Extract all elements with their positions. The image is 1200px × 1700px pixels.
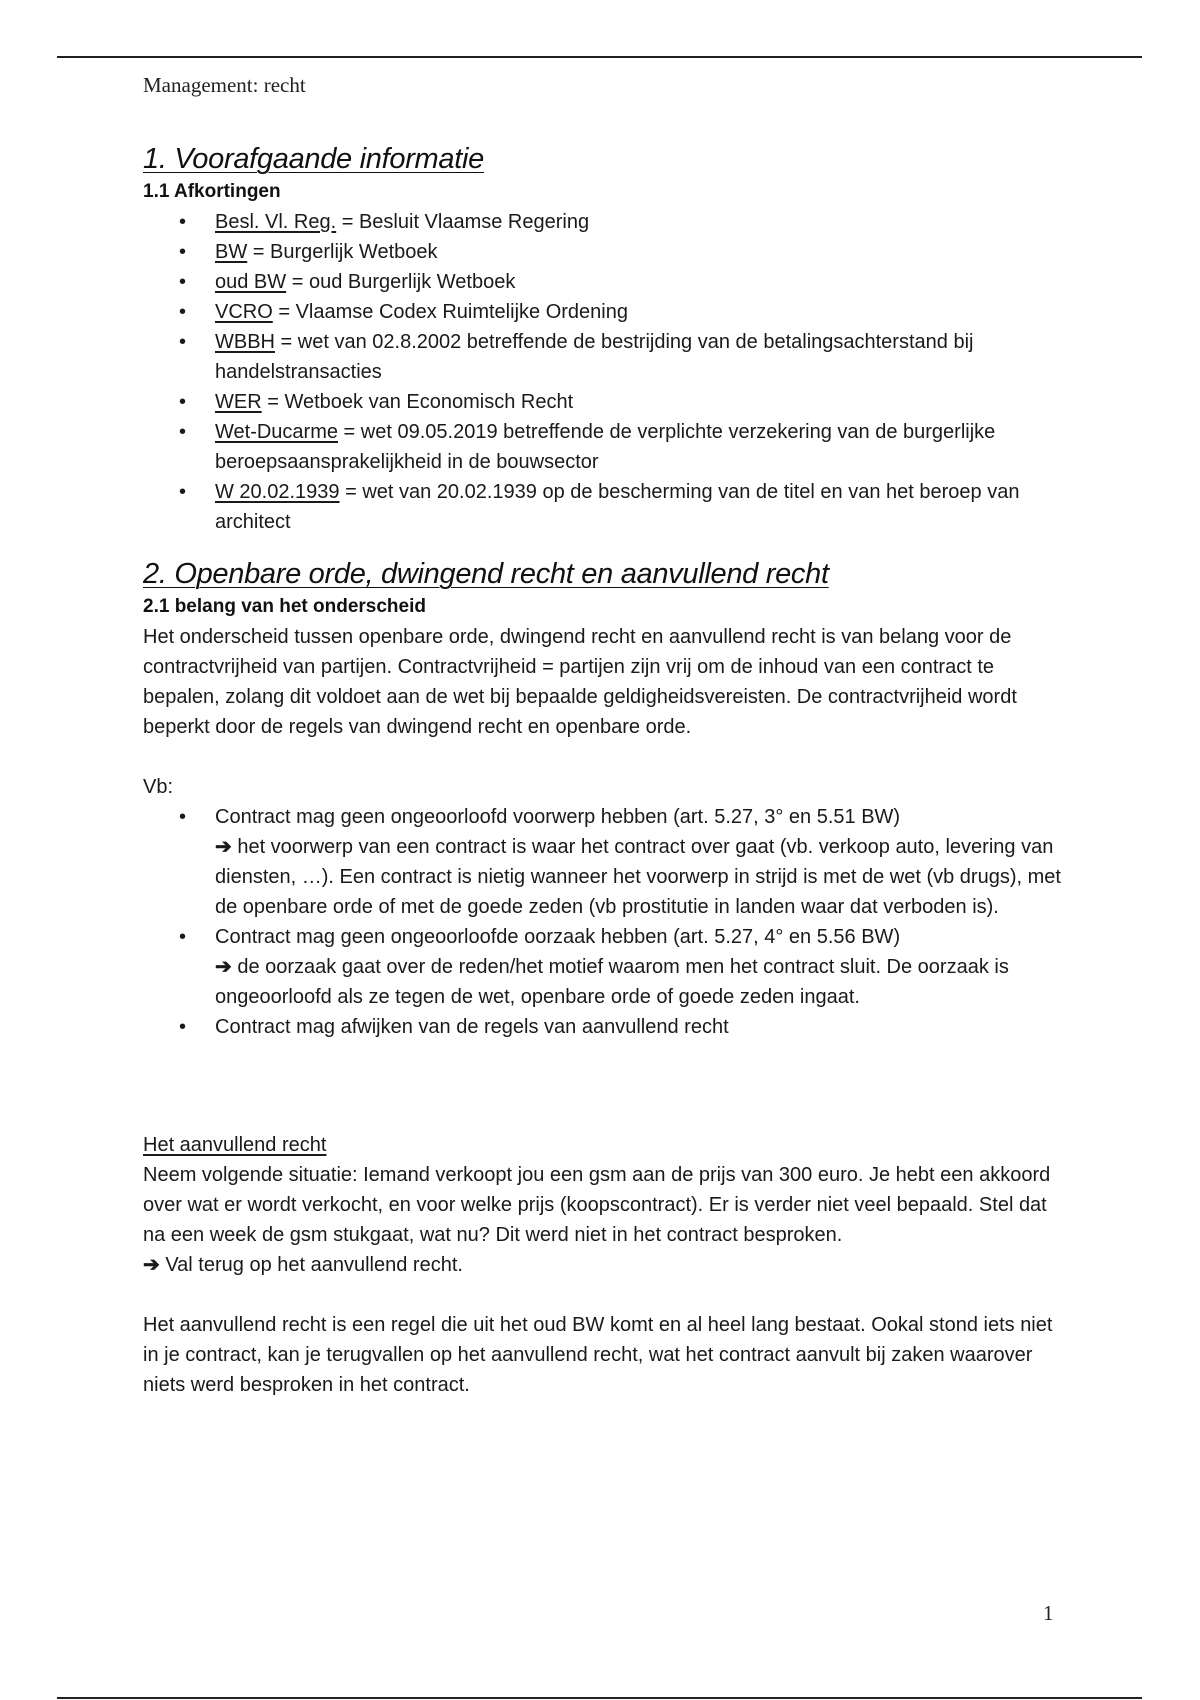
bottom-rule bbox=[57, 1697, 1142, 1699]
list-item bbox=[215, 802, 1068, 922]
abbreviation-definition: = oud Burgerlijk Wetboek bbox=[286, 270, 516, 293]
spacer bbox=[143, 1042, 1068, 1130]
top-rule bbox=[57, 56, 1142, 58]
section-2-title: 2. Openbare orde, dwingend recht en aanvullend recht bbox=[143, 557, 829, 590]
list-item bbox=[215, 417, 1068, 477]
arrow-right-icon: ➔ bbox=[143, 1253, 160, 1276]
abbreviation-definition: = Burgerlijk Wetboek bbox=[247, 240, 438, 263]
spacer bbox=[143, 742, 1068, 772]
situation-paragraph: Neem volgende situatie: Iemand verkoopt jou een gsm aan de prijs van 300 euro. Je hebt een akkoord over wat er wordt verkocht, en voor welke prijs (koopscontract). Er is verder niet veel bepaald. Stel dat na een week de gsm stukgaat, wat nu? Dit werd niet in het contract besproken. bbox=[143, 1163, 1051, 1246]
section-2-1-title: 2.1 belang van het onderscheid bbox=[143, 595, 426, 617]
abbreviation-term: Wet-Ducarme bbox=[215, 420, 338, 443]
list-item bbox=[215, 237, 1068, 267]
abbreviation-term: WER bbox=[215, 390, 262, 413]
arrow-right-icon: ➔ bbox=[215, 835, 232, 858]
abbreviation-definition: = Vlaamse Codex Ruimtelijke Ordening bbox=[272, 300, 628, 323]
spacer bbox=[143, 1280, 1068, 1310]
document-body bbox=[143, 142, 1068, 1400]
aanvullend-explanation: Het aanvullend recht is een regel die uit het oud BW komt en al heel lang bestaat. Ookal stond iets niet in je contract, kan je terugvallen op het aanvullend recht, wat het contract aanvult bij zaken waarover niets werd besproken in het contract. bbox=[143, 1313, 1053, 1396]
list-item bbox=[215, 477, 1068, 537]
abbreviation-list bbox=[143, 207, 1068, 537]
aanvullend-heading: Het aanvullend recht bbox=[143, 1133, 327, 1156]
intro-paragraph: Het onderscheid tussen openbare orde, dwingend recht en aanvullend recht is van belang voor de contractvrijheid van partijen. Contractvrijheid = partijen zijn vrij om de inhoud van een contract te bepalen, zolang dit voldoet aan de wet bij bepaalde geldigheidsvereisten. De contractvrijheid wordt beperkt door de regels van dwingend recht en openbare orde. bbox=[143, 625, 1017, 738]
abbreviation-definition: = wet 09.05.2019 betreffende de verplichte verzekering van de burgerlijke beroepsaansprakelijkheid in de bouwsector bbox=[215, 420, 996, 473]
list-item bbox=[215, 297, 1068, 327]
example-explanation: het voorwerp van een contract is waar het contract over gaat (vb. verkoop auto, levering van diensten, …). Een contract is nietig wanneer het voorwerp in strijd is met de wet (vb drugs), met de openbare orde of met de goede zeden (vb prostitutie in landen waar dat verboden is). bbox=[215, 835, 1061, 918]
section-1-title: 1. Voorafgaande informatie bbox=[143, 143, 484, 175]
list-item bbox=[215, 267, 1068, 297]
page-number: 1 bbox=[1043, 1601, 1054, 1625]
example-rule: • Contract mag geen ongeoorloofd voorwerp hebben (art. 5.27, 3° en 5.51 BW) bbox=[215, 805, 901, 828]
list-item bbox=[215, 327, 1068, 387]
abbreviation-term: oud BW bbox=[215, 270, 287, 293]
example-explanation: de oorzaak gaat over de reden/het motief waarom men het contract sluit. De oorzaak is ongeoorloofd als ze tegen de wet, openbare orde of goede zeden ingaat. bbox=[215, 955, 1009, 1008]
abbreviation-term: WBBH bbox=[215, 330, 275, 353]
abbreviation-term: BW bbox=[215, 240, 248, 263]
abbreviation-term: W 20.02.1939 bbox=[215, 480, 340, 503]
spacer bbox=[143, 537, 1068, 557]
abbreviation-definition: = Besluit Vlaamse Regering bbox=[336, 210, 590, 233]
section-1-1-title: 1.1 Afkortingen bbox=[143, 180, 281, 202]
list-item bbox=[215, 922, 1068, 1012]
abbreviation-term: VCRO bbox=[215, 300, 273, 323]
abbreviation-definition: = wet van 02.8.2002 betreffende de bestrijding van de betalingsachterstand bij handelstransacties bbox=[215, 330, 974, 383]
example-rule: • Contract mag afwijken van de regels van aanvullend recht bbox=[215, 1015, 729, 1038]
arrow-right-icon: ➔ bbox=[215, 955, 232, 978]
example-list bbox=[143, 802, 1068, 1042]
example-label: Vb: bbox=[143, 775, 174, 798]
fallback-text: Val terug op het aanvullend recht. bbox=[159, 1253, 463, 1276]
example-rule: • Contract mag geen ongeoorloofde oorzaak hebben (art. 5.27, 4° en 5.56 BW) bbox=[215, 925, 901, 948]
running-header: Management: recht bbox=[143, 73, 306, 97]
list-item bbox=[215, 1012, 1068, 1042]
abbreviation-term: Besl. Vl. Reg. bbox=[215, 210, 337, 233]
abbreviation-definition: = wet van 20.02.1939 op de bescherming van de titel en van het beroep van architect bbox=[215, 480, 1020, 533]
list-item bbox=[215, 387, 1068, 417]
list-item bbox=[215, 207, 1068, 237]
abbreviation-definition: = Wetboek van Economisch Recht bbox=[261, 390, 574, 413]
